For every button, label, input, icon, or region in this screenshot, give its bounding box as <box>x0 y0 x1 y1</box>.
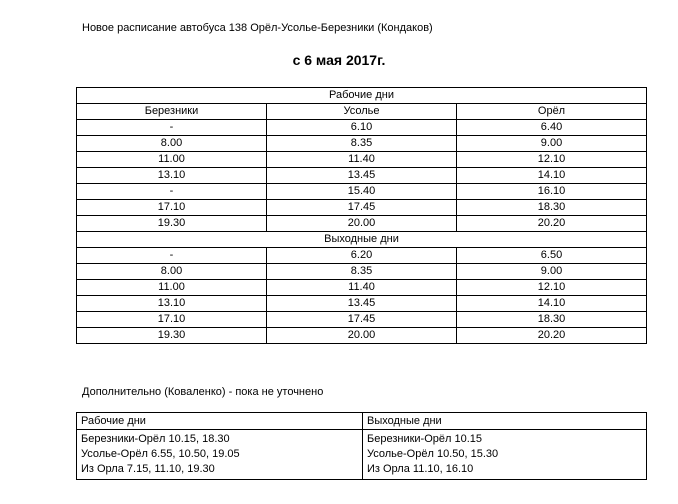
table-row <box>77 184 647 200</box>
extra-line: Березники-Орёл 10.15 <box>367 433 483 445</box>
column-header: Усолье <box>267 104 457 120</box>
table-cell: 17.10 <box>77 312 267 328</box>
table-cell: 13.45 <box>267 296 457 312</box>
extra-weekdays-header: Рабочие дни <box>77 413 363 430</box>
table-row <box>77 152 647 168</box>
table-row <box>77 312 647 328</box>
table-row <box>77 328 647 344</box>
table-cell: 6.20 <box>267 248 457 264</box>
column-header: Березники <box>77 104 267 120</box>
table-cell: 11.00 <box>77 280 267 296</box>
table-cell: 17.10 <box>77 200 267 216</box>
table-cell: - <box>77 248 267 264</box>
table-cell: 11.00 <box>77 152 267 168</box>
table-cell: 8.35 <box>267 136 457 152</box>
table-cell: 15.40 <box>267 184 457 200</box>
extra-line: Из Орла 11.10, 16.10 <box>367 463 474 475</box>
extra-line: Усолье-Орёл 10.50, 15.30 <box>367 448 499 460</box>
table-row <box>77 120 647 136</box>
table-row <box>77 264 647 280</box>
table-cell: 14.10 <box>457 296 647 312</box>
table-cell: 13.10 <box>77 296 267 312</box>
section-row <box>77 232 647 248</box>
document-title: с 6 мая 2017г. <box>292 52 386 68</box>
extra-section-label: Дополнительно (Коваленко) - пока не уточнено <box>82 386 324 398</box>
table-cell: 13.10 <box>77 168 267 184</box>
table-cell: 8.00 <box>77 264 267 280</box>
table-cell: 19.30 <box>77 216 267 232</box>
section-weekends-label: Выходные дни <box>77 232 647 248</box>
table-cell: 20.20 <box>457 216 647 232</box>
table-cell: 9.00 <box>457 264 647 280</box>
document-intro: Новое расписание автобуса 138 Орёл-Усолье-Березники (Кондаков) <box>82 22 433 34</box>
table-cell: 12.10 <box>457 280 647 296</box>
table-cell: 17.45 <box>267 312 457 328</box>
table-cell: 20.20 <box>457 328 647 344</box>
table-cell: 6.50 <box>457 248 647 264</box>
column-header: Орёл <box>457 104 647 120</box>
table-cell: 6.40 <box>457 120 647 136</box>
table-cell: 18.30 <box>457 312 647 328</box>
schedule-table <box>76 87 647 344</box>
extra-weekends-cell <box>363 430 647 480</box>
table-cell: 6.10 <box>267 120 457 136</box>
table-row <box>77 200 647 216</box>
table-cell: 16.10 <box>457 184 647 200</box>
table-cell: 12.10 <box>457 152 647 168</box>
table-cell: 11.40 <box>267 280 457 296</box>
column-header-row <box>77 104 647 120</box>
extra-header-row <box>77 413 647 430</box>
table-cell: 8.00 <box>77 136 267 152</box>
extra-content-row <box>77 430 647 480</box>
table-row <box>77 136 647 152</box>
table-cell: 14.10 <box>457 168 647 184</box>
table-cell: 19.30 <box>77 328 267 344</box>
table-row <box>77 168 647 184</box>
extra-line: Березники-Орёл 10.15, 18.30 <box>81 433 230 445</box>
table-cell: 17.45 <box>267 200 457 216</box>
extra-schedule-table <box>76 412 647 480</box>
table-cell: 11.40 <box>267 152 457 168</box>
table-row <box>77 216 647 232</box>
extra-weekends-header: Выходные дни <box>363 413 647 430</box>
table-cell: 8.35 <box>267 264 457 280</box>
table-row <box>77 296 647 312</box>
table-cell: 13.45 <box>267 168 457 184</box>
table-row <box>77 248 647 264</box>
table-cell: - <box>77 184 267 200</box>
table-cell: 20.00 <box>267 328 457 344</box>
extra-weekdays-cell <box>77 430 363 480</box>
section-weekdays-label: Рабочие дни <box>77 88 647 104</box>
table-cell: - <box>77 120 267 136</box>
table-row <box>77 280 647 296</box>
table-cell: 20.00 <box>267 216 457 232</box>
extra-line: Усолье-Орёл 6.55, 10.50, 19.05 <box>81 448 240 460</box>
section-row <box>77 88 647 104</box>
table-cell: 18.30 <box>457 200 647 216</box>
table-cell: 9.00 <box>457 136 647 152</box>
extra-line: Из Орла 7.15, 11.10, 19.30 <box>81 463 215 475</box>
